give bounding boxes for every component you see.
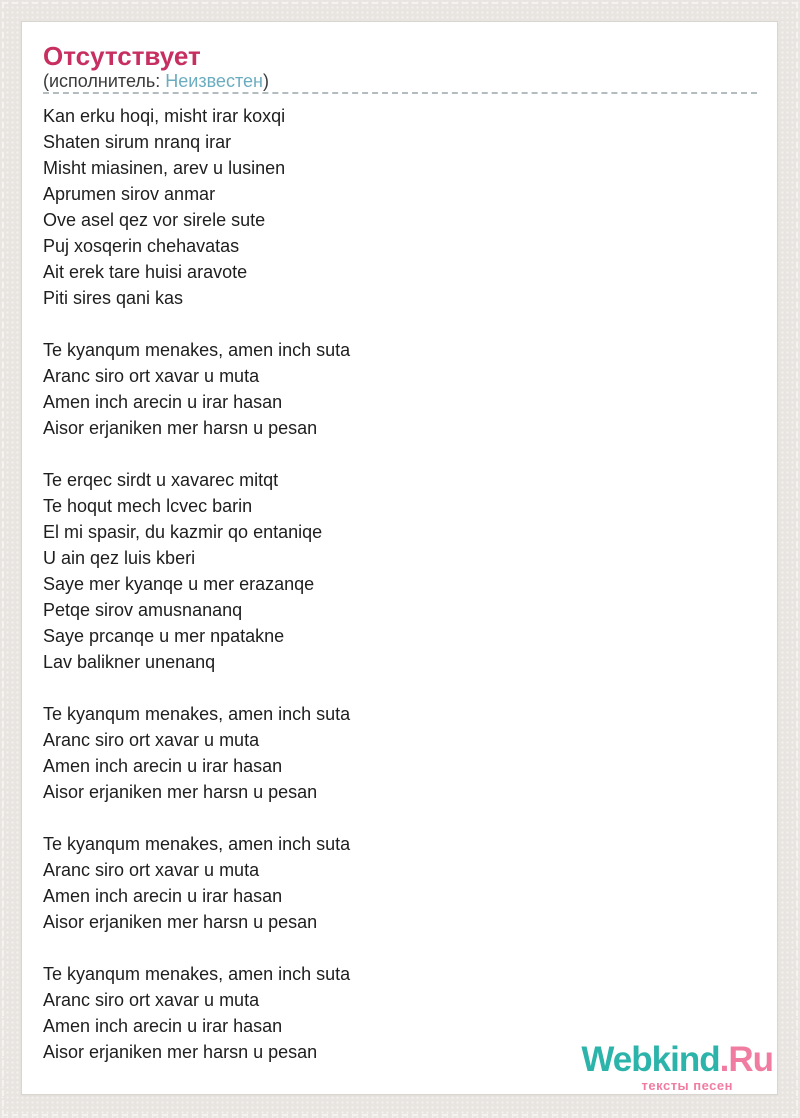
lyrics-stanza: Te kyanqum menakes, amen inch suta Aranc siro ort xavar u muta Amen inch arecin u irar hasan Aisor erjaniken mer harsn u pesan	[43, 834, 351, 932]
lyrics-stanza: Te kyanqum menakes, amen inch suta Aranc siro ort xavar u muta Amen inch arecin u irar hasan Aisor erjaniken mer harsn u pesan	[43, 964, 351, 1062]
logo-name: Webkind	[581, 1040, 720, 1079]
lyrics-stanza: Te erqec sirdt u xavarec mitqt Te hoqut mech lcvec barin El mi spasir, du kazmir qo entaniqe U ain qez luis kberi Saye mer kyanqe u mer erazanqe Petqe sirov amusnananq Saye prcanqe u mer npatakne Lav balikner unenanq	[43, 470, 323, 672]
lyrics-stanza: Te kyanqum menakes, amen inch suta Aranc siro ort xavar u muta Amen inch arecin u irar hasan Aisor erjaniken mer harsn u pesan	[43, 704, 351, 802]
song-title: Отсутствует	[43, 41, 201, 71]
lyrics	[43, 103, 757, 1065]
artist-label: (исполнитель:	[43, 71, 166, 91]
lyrics-card	[21, 21, 778, 1095]
logo-tagline: тексты песен	[641, 1078, 733, 1093]
artist-link[interactable]: Неизвестен	[165, 71, 263, 91]
artist-suffix: )	[262, 71, 269, 91]
lyrics-stanza: Te kyanqum menakes, amen inch suta Aranc siro ort xavar u muta Amen inch arecin u irar hasan Aisor erjaniken mer harsn u pesan	[43, 340, 351, 438]
webkind-logo-text	[581, 1042, 773, 1077]
logo-domain: .Ru	[719, 1040, 773, 1079]
artist-line	[43, 72, 757, 94]
lyrics-stanza: Kan erku hoqi, misht irar koxqi Shaten sirum nranq irar Misht miasinen, arev u lusinen Aprumen sirov anmar Ove asel qez vor sirele sute Puj xosqerin chehavatas Ait erek tare huisi aravote Piti sires qani kas	[43, 106, 286, 308]
webkind-logo[interactable]	[581, 1042, 773, 1092]
